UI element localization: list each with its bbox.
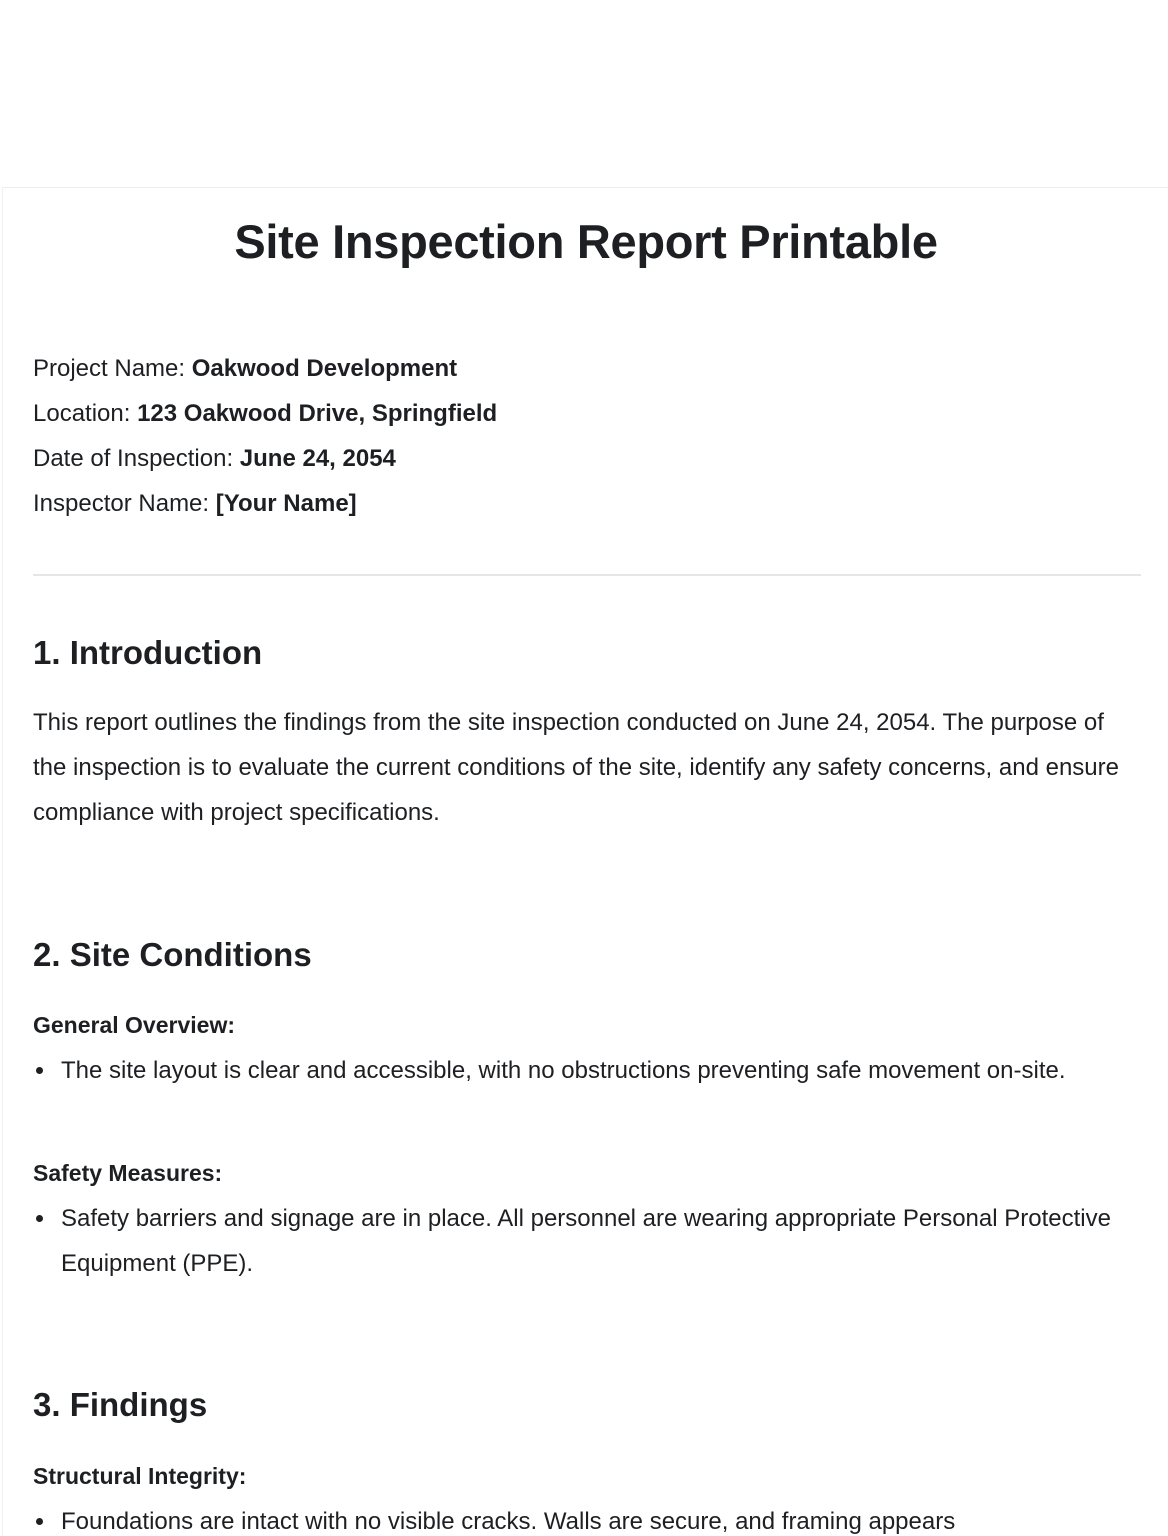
safety-measures-text: Safety barriers and signage are in place. All personnel are wearing appropriate Personal Protective Equipment (PPE). (61, 1205, 1111, 1277)
inspection-date-row (33, 436, 1133, 481)
location-label: Location: (33, 400, 138, 427)
document-title: Site Inspection Report Printable (234, 215, 938, 268)
document-page (2, 187, 1168, 1536)
general-overview-subheading: General Overview: (33, 1012, 235, 1038)
safety-measures-subheading: Safety Measures: (33, 1160, 223, 1186)
project-name-value: Oakwood Development (191, 355, 458, 382)
introduction-heading: 1. Introduction (33, 634, 263, 671)
inspector-name-row (33, 481, 1133, 526)
bullet-dot-icon (36, 1067, 43, 1074)
findings-heading: 3. Findings (33, 1386, 208, 1423)
list-item (33, 1196, 1113, 1286)
inspection-date-value: June 24, 2054 (239, 445, 396, 472)
introduction-text: This report outlines the findings from the site inspection conducted on June 24, 2054. The purpose of the inspection is to evaluate the current conditions of the site, identify any safety concerns, and ensure compliance with project specifications. (33, 709, 1119, 826)
project-name-label: Project Name: (33, 355, 192, 382)
structural-integrity-subheading: Structural Integrity: (33, 1463, 247, 1489)
structural-integrity-text: Foundations are intact with no visible cracks. Walls are secure, and framing appears (61, 1508, 956, 1535)
location-value: 123 Oakwood Drive, Springfield (137, 400, 498, 427)
section-divider (33, 574, 1141, 576)
list-item (33, 1048, 1113, 1093)
project-details (33, 346, 1133, 526)
list-item (33, 1499, 1113, 1536)
general-overview-text: The site layout is clear and accessible, with no obstructions preventing safe movement on-site. (61, 1057, 1066, 1084)
inspector-name-value: [Your Name] (215, 490, 357, 517)
bullet-dot-icon (36, 1518, 43, 1525)
bullet-dot-icon (36, 1215, 43, 1222)
project-name-row (33, 346, 1133, 391)
location-row (33, 391, 1133, 436)
top-margin (0, 0, 1168, 187)
site-conditions-heading: 2. Site Conditions (33, 936, 312, 973)
inspection-date-label: Date of Inspection: (33, 445, 240, 472)
inspector-name-label: Inspector Name: (33, 490, 216, 517)
